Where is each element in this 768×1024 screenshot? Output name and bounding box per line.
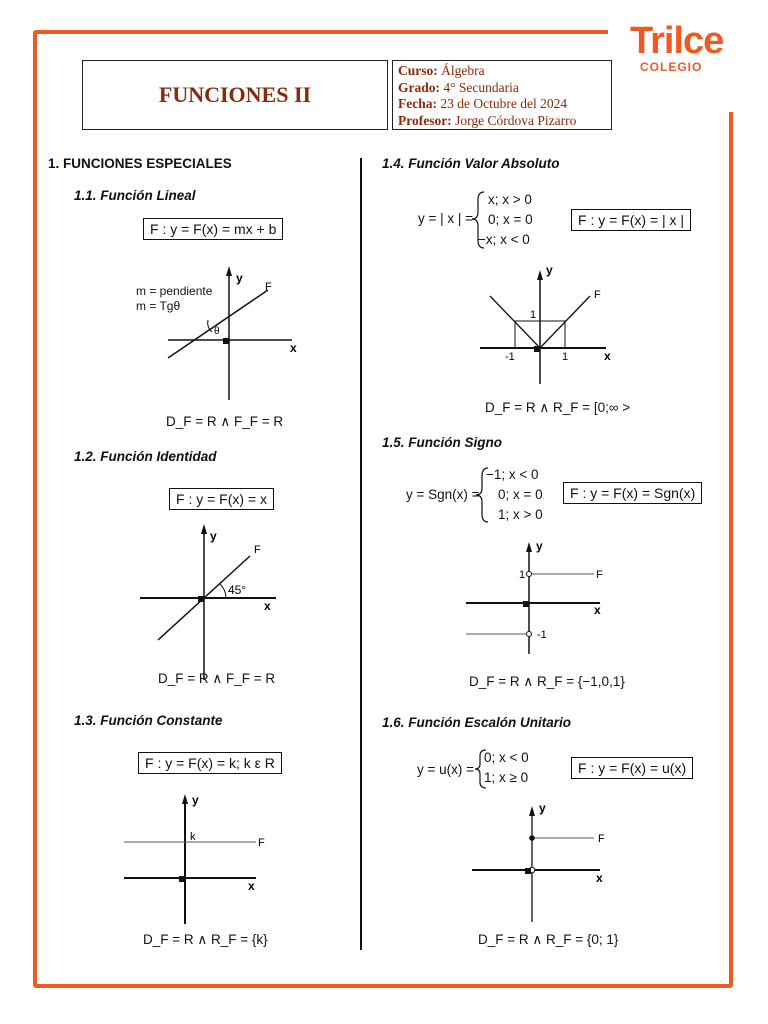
lineal-x-label: x <box>290 341 297 355</box>
escalon-f-label: F <box>598 833 605 845</box>
logo-subtitle: COLEGIO <box>640 60 703 74</box>
lineal-formula: F : y = F(x) = mx + b <box>143 218 283 240</box>
logo-wordmark: Trilce <box>630 20 724 62</box>
absoluto-pos-one-label: 1 <box>562 351 569 363</box>
grado-value: 4° Secundaria <box>443 79 519 95</box>
identidad-y-label: y <box>210 529 217 543</box>
identidad-heading: 1.2. Función Identidad <box>74 449 217 464</box>
absoluto-case2: 0; x = 0 <box>488 212 533 227</box>
lineal-note-tg: m = Tgθ <box>136 299 181 313</box>
constante-k-label: k <box>190 831 196 843</box>
signo-domain: D_F = R ∧ R_F = {−1,0,1} <box>469 674 625 689</box>
signo-one-label: 1 <box>519 569 526 581</box>
absoluto-formula: F : y = F(x) = | x | <box>571 209 691 231</box>
escalon-case1: 0; x < 0 <box>484 750 529 765</box>
escalon-y-arrow <box>529 806 535 816</box>
signo-case1: −1; x < 0 <box>486 467 539 482</box>
absoluto-neg-one-label: -1 <box>505 351 515 363</box>
profesor-value: Jorge Córdova Pizarro <box>455 112 577 128</box>
absoluto-lhs: y = | x | = <box>418 211 474 226</box>
signo-neg-one-label: -1 <box>537 629 547 641</box>
absoluto-heading: 1.4. Función Valor Absoluto <box>382 156 560 171</box>
escalon-closed-point <box>529 835 535 841</box>
identidad-domain: D_F = R ∧ F_F = R <box>158 671 276 686</box>
signo-f-label: F <box>596 569 603 581</box>
identidad-formula: F : y = F(x) = x <box>169 488 274 510</box>
constante-y-label: y <box>192 793 199 807</box>
escalon-case2: 1; x ≥ 0 <box>484 770 529 785</box>
constante-formula: F : y = F(x) = k; k ε R <box>138 752 282 774</box>
signo-formula: F : y = F(x) = Sgn(x) <box>563 482 702 504</box>
signo-x-label: x <box>594 603 601 617</box>
absoluto-x-label: x <box>604 349 611 363</box>
fecha-value: 23 de Octubre del 2024 <box>440 96 568 111</box>
lineal-note-pendiente: m = pendiente <box>136 284 213 298</box>
constante-x-label: x <box>248 879 255 893</box>
signo-case2: 0; x = 0 <box>498 487 543 502</box>
identidad-x-label: x <box>264 599 271 613</box>
absoluto-domain: D_F = R ∧ R_F = [0;∞ > <box>485 400 631 415</box>
absoluto-f-label: F <box>594 289 601 301</box>
identidad-angle: 45° <box>228 583 247 597</box>
curso-value: Álgebra <box>441 63 485 78</box>
section-heading: 1. FUNCIONES ESPECIALES <box>48 156 232 171</box>
escalon-domain: D_F = R ∧ R_F = {0; 1} <box>478 932 619 947</box>
grado-label: Grado: <box>398 79 440 95</box>
escalon-formula: F : y = F(x) = u(x) <box>571 757 693 779</box>
escalon-x-label: x <box>596 871 603 885</box>
lineal-heading: 1.1. Función Lineal <box>74 188 196 203</box>
absoluto-case3: −x; x < 0 <box>478 232 530 247</box>
absoluto-one-label: 1 <box>530 309 537 321</box>
profesor-label: Profesor: <box>398 112 452 128</box>
fecha-label: Fecha: <box>398 96 437 111</box>
signo-heading: 1.5. Función Signo <box>382 435 503 450</box>
lineal-f-label: F <box>265 281 272 293</box>
signo-lhs: y = Sgn(x) = <box>406 487 480 502</box>
absoluto-y-label: y <box>546 263 553 277</box>
lineal-y-label: y <box>236 271 243 285</box>
constante-domain: D_F = R ∧ R_F = {k} <box>143 932 268 947</box>
lineal-angle: θ <box>214 326 220 337</box>
curso-label: Curso: <box>398 63 438 78</box>
escalon-heading: 1.6. Función Escalón Unitario <box>382 715 572 730</box>
escalon-lhs: y = u(x) = <box>417 762 475 777</box>
escalon-y-label: y <box>539 801 546 815</box>
escalon-origin <box>525 868 531 874</box>
signo-y-label: y <box>536 539 543 553</box>
lineal-domain: D_F = R ∧ F_F = R <box>166 414 284 429</box>
page-title: FUNCIONES II <box>158 82 312 107</box>
constante-f-label: F <box>258 837 265 849</box>
identidad-f-label: F <box>254 544 261 556</box>
constante-heading: 1.3. Función Constante <box>74 713 223 728</box>
absoluto-case1: x; x > 0 <box>488 192 532 207</box>
signo-case3: 1; x > 0 <box>498 507 543 522</box>
